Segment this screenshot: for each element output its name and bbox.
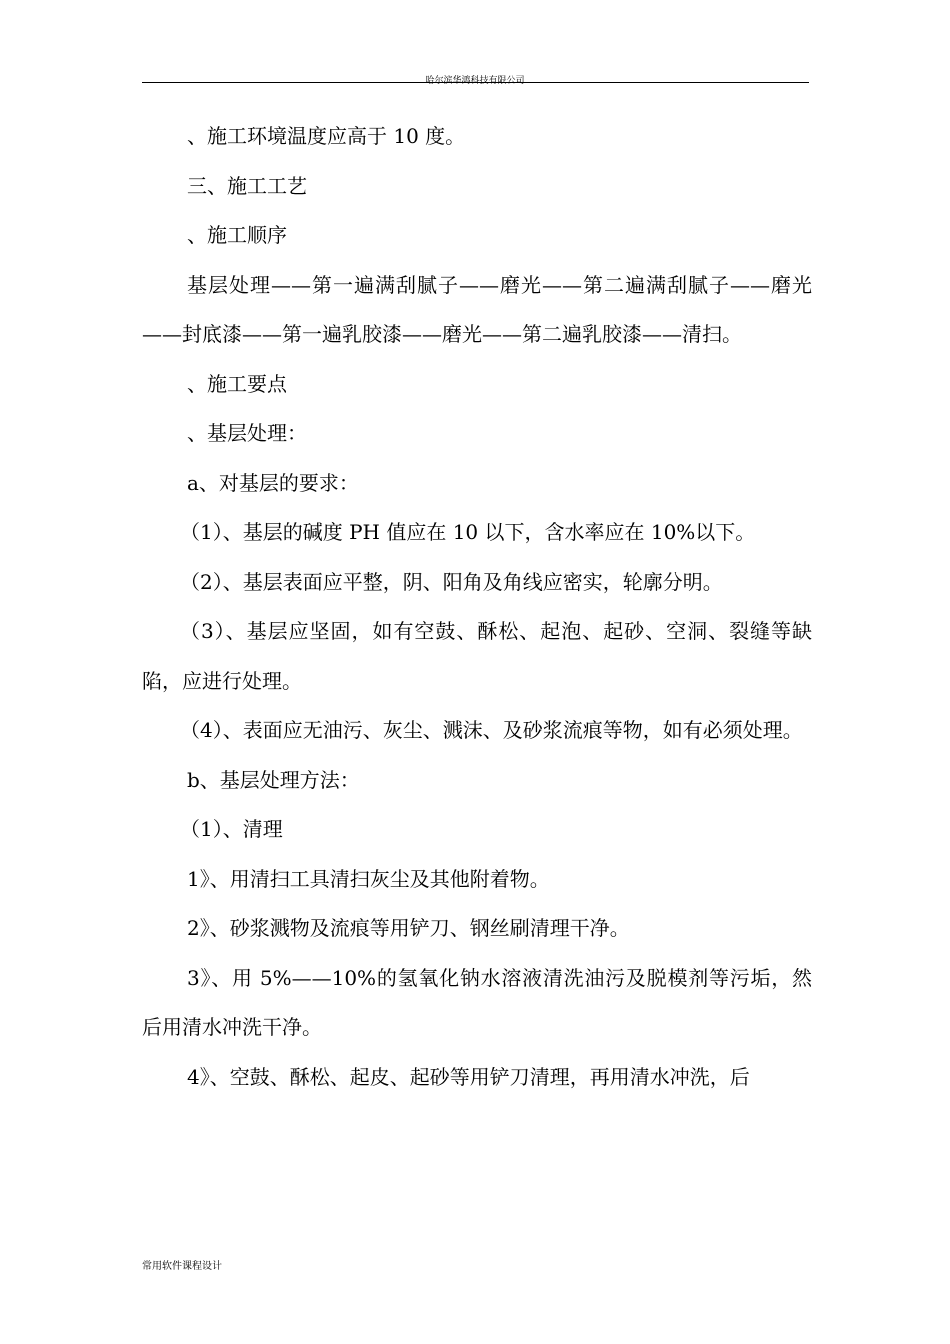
subheading-base-requirements: a、对基层的要求： [187,470,359,495]
list-item-cleaning: （1）、清理 [180,817,283,841]
list-item-requirement-1: （1）、基层的碱度 PH 值应在 10 以下，含水率应在 10%以下。 [180,520,756,544]
list-item-requirement-4: （4）、表面应无油污、灰尘、溅沫、及砂浆流痕等物，如有必须处理。 [180,718,803,742]
list-item-requirement-2: （2）、基层表面应平整，阴、阳角及角线应密实，轮廓分明。 [180,569,723,594]
list-item-method-1: 1》、用清扫工具清扫灰尘及其他附着物。 [187,866,550,891]
heading-base-treatment: 、基层处理： [187,421,307,445]
heading-key-points: 、施工要点 [187,371,287,396]
list-item-method-3: 3》、用 5%——10%的氢氧化钠水溶液清洗油污及脱模剂等污垢，然后用清水冲洗干净。 [142,965,812,1039]
subheading-base-methods: b、基层处理方法： [187,767,360,792]
header-rule [142,82,809,83]
paragraph-env-temperature: 、施工环境温度应高于 10 度。 [187,124,466,148]
heading-construction-order: 、施工顺序 [187,223,287,247]
list-item-requirement-3: （3）、基层应坚固，如有空鼓、酥松、起泡、起砂、空洞、裂缝等缺陷，应进行处理。 [142,619,812,693]
document-body [142,112,812,1102]
page-footer: 常用软件课程设计 [142,1261,222,1272]
list-item-method-4: 4》、空鼓、酥松、起皮、起砂等用铲刀清理，再用清水冲洗，后 [187,1064,750,1089]
paragraph-process-sequence: 基层处理——第一遍满刮腻子——磨光——第二遍满刮腻子——磨光——封底漆——第一遍乳胶漆——磨光——第二遍乳胶漆——清扫。 [142,272,812,346]
heading-construction-process: 三、施工工艺 [187,173,307,198]
list-item-method-2: 2》、砂浆溅物及流痕等用铲刀、钢丝刷清理干净。 [187,916,630,940]
page-header: 哈尔滨华鸿科技有限公司 [425,76,525,86]
